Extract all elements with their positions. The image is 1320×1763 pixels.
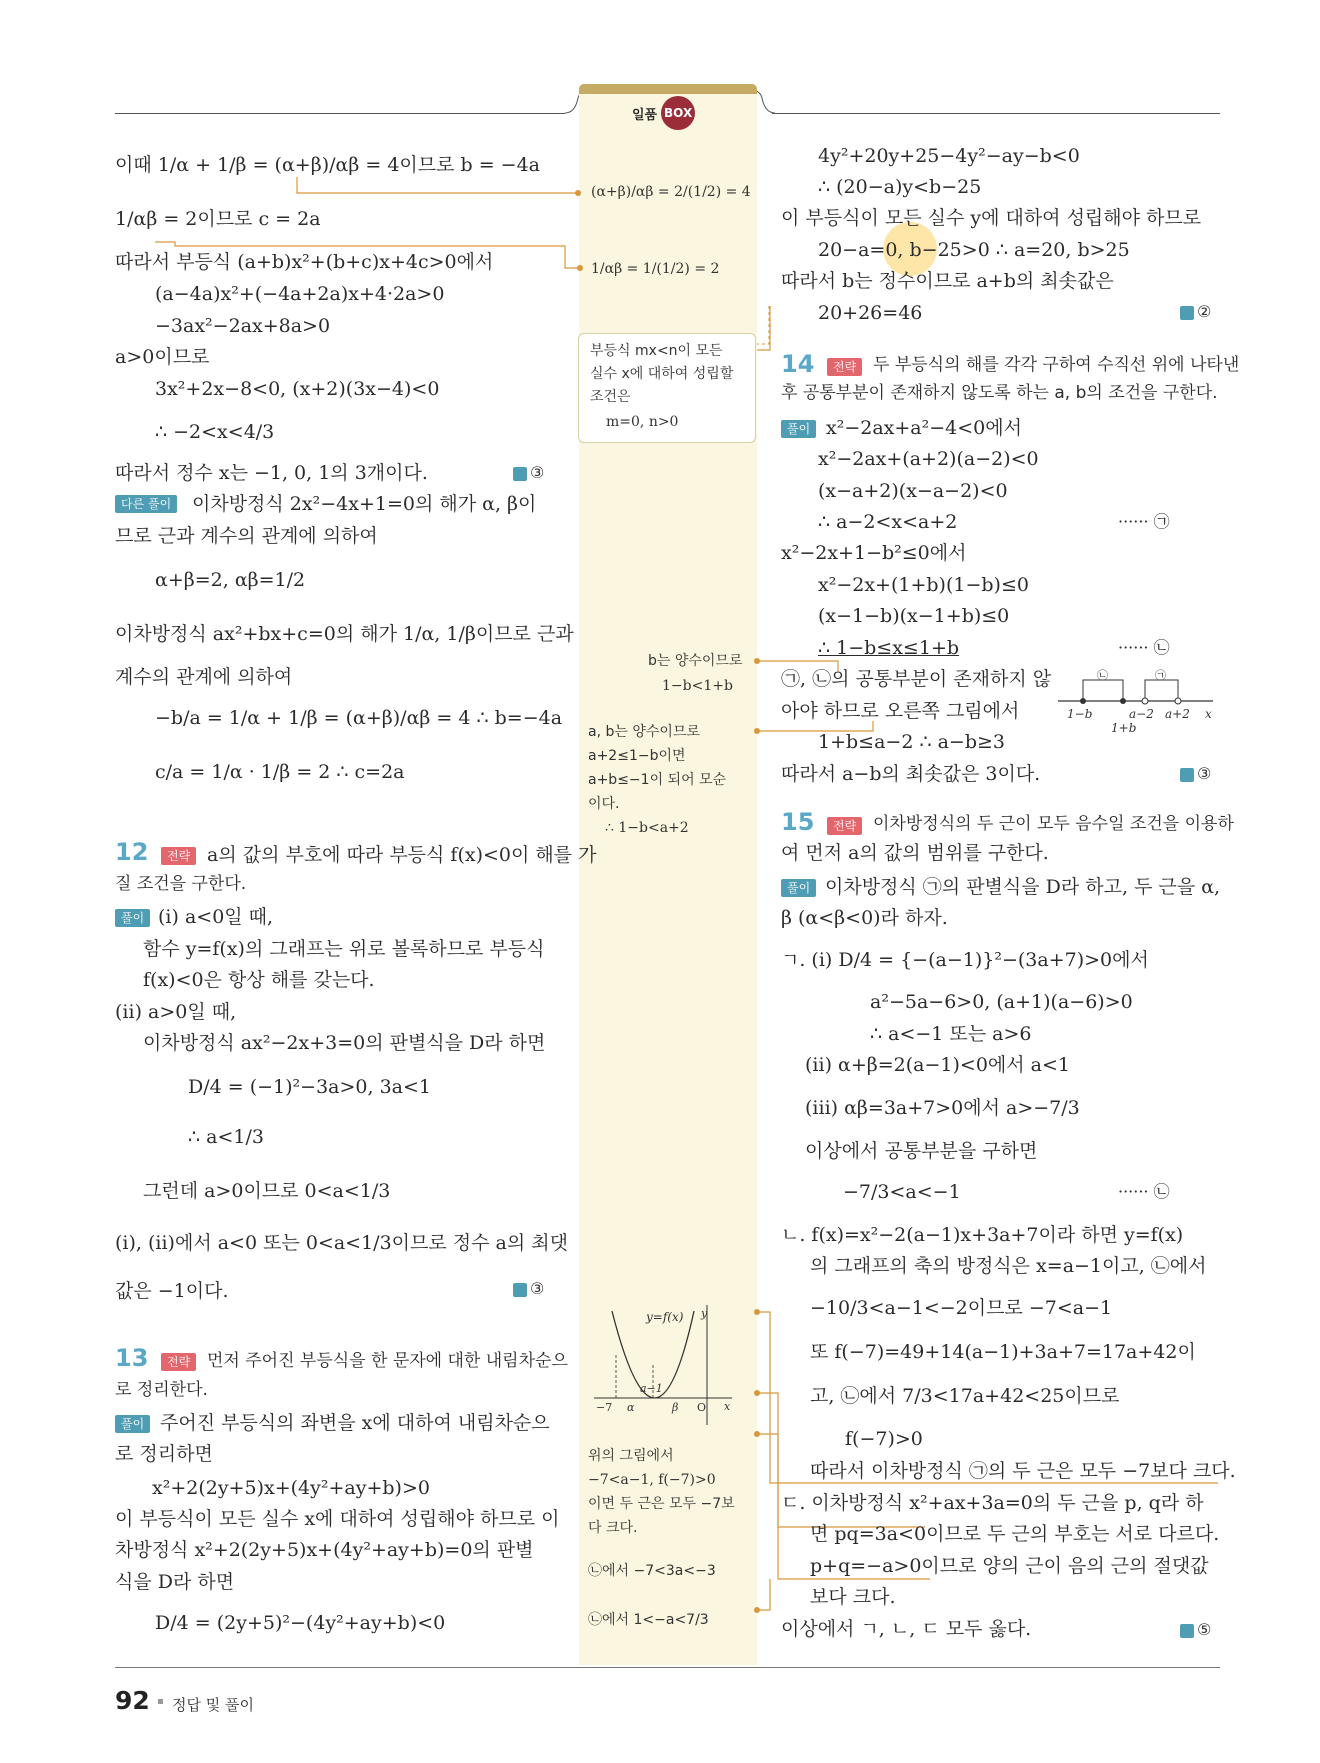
- footer-dot: [158, 1699, 163, 1704]
- left-line: D/4 = (2y+5)²−(4y²+ay+b)<0: [155, 1612, 446, 1634]
- numline-mark-2: ㉠: [1155, 669, 1166, 682]
- right-line: 의 그래프의 축의 방정식은 x=a−1이고, ㉡에서: [810, 1255, 1207, 1277]
- side-note: 부등식 mx<n이 모든: [590, 343, 723, 359]
- side-note: ㉡에서 −7<3a<−3: [588, 1563, 716, 1579]
- graph-y-label: y: [701, 1307, 708, 1320]
- side-note: a+2≤1−b이면: [588, 748, 686, 764]
- left-line: 주어진 부등식의 좌변을 x에 대하여 내림차순으: [160, 1412, 550, 1434]
- left-line: 따라서 정수 x는 −1, 0, 1의 3개이다.: [115, 462, 428, 484]
- right-line: ㉠, ㉡의 공통부분이 존재하지 않: [781, 668, 1052, 690]
- right-line: 고, ㉡에서 7/3<17a+42<25이므로: [810, 1385, 1120, 1407]
- answer-13: ②: [1180, 302, 1211, 321]
- equation-mark-3: ······ ㉡: [1118, 1182, 1170, 1201]
- solution-badge-15: 풀이: [781, 877, 816, 897]
- numline-label-1: 1−b: [1067, 707, 1093, 721]
- box-title: 일품 BOX: [632, 96, 695, 130]
- graph-alpha-label: α: [627, 1401, 635, 1414]
- left-line: 이차방정식 ax²−2x+3=0의 판별식을 D라 하면: [143, 1032, 546, 1054]
- left-line: D/4 = (−1)²−3a>0, 3a<1: [188, 1076, 432, 1098]
- left-line: ∴ −2<x<4/3: [155, 421, 275, 443]
- left-line: 계수의 관계에 의하여: [115, 666, 293, 688]
- right-line: (iii) αβ=3a+7>0에서 a>−7/3: [805, 1097, 1080, 1119]
- right-line: ㄷ. 이차방정식 x²+ax+3a=0의 두 근을 p, q라 하: [781, 1492, 1204, 1514]
- right-line: 후 공통부분이 존재하지 않도록 하는 a, b의 조건을 구한다.: [781, 383, 1218, 403]
- left-line: (a−4a)x²+(−4a+2a)x+4·2a>0: [155, 283, 445, 305]
- solution-badge-13: 풀이: [115, 1413, 150, 1433]
- right-line: 이차방정식 ㉠의 판별식을 D라 하고, 두 근을 α,: [825, 876, 1221, 898]
- answer-14: ③: [1180, 764, 1211, 783]
- right-line: 여 먼저 a의 값의 범위를 구한다.: [781, 842, 1049, 864]
- graph-curve-label: y=f(x): [646, 1310, 684, 1324]
- left-line: a의 값의 부호에 따라 부등식 f(x)<0이 해를 가: [207, 844, 597, 866]
- page-number: 92: [115, 1686, 150, 1715]
- left-line: 로 정리하면: [115, 1443, 213, 1465]
- left-line: −b/a = 1/α + 1/β = (α+β)/αβ = 4 ∴ b=−4a: [155, 707, 563, 729]
- right-line: 아야 하므로 오른쪽 그림에서: [781, 700, 1020, 722]
- right-line: x²−2x+1−b²≤0에서: [781, 542, 967, 564]
- right-line: 1+b≤a−2 ∴ a−b≥3: [818, 731, 1006, 753]
- left-line: 이 부등식이 모든 실수 x에 대하여 성립해야 하므로 이: [115, 1508, 560, 1530]
- right-line: 따라서 b는 정수이므로 a+b의 최솟값은: [781, 270, 1114, 292]
- right-line: 이차방정식의 두 근이 모두 음수일 조건을 이용하: [873, 814, 1234, 834]
- left-line: ∴ a<1/3: [188, 1126, 264, 1148]
- left-line: 로 정리한다.: [115, 1380, 208, 1400]
- side-note: 실수 x에 대하여 성립할: [590, 366, 734, 382]
- side-note: 다 크다.: [588, 1520, 638, 1536]
- left-line: (i) a<0일 때,: [158, 906, 274, 928]
- right-line: 4y²+20y+25−4y²−ay−b<0: [818, 145, 1080, 167]
- left-line: 그런데 a>0이므로 0<a<1/3: [143, 1180, 391, 1202]
- left-line: −3ax²−2ax+8a>0: [155, 315, 331, 337]
- right-line: ㄱ. (i) D/4 = {−(a−1)}²−(3a+7)>0에서: [781, 949, 1149, 971]
- strategy-badge-15: 전략: [827, 815, 862, 835]
- right-line: p+q=−a>0이므로 양의 근이 음의 근의 절댓값: [810, 1555, 1209, 1577]
- left-line: 함수 y=f(x)의 그래프는 위로 볼록하므로 부등식: [143, 938, 545, 960]
- number-line-diagram: [1053, 668, 1223, 738]
- left-line: α+β=2, αβ=1/2: [155, 569, 306, 591]
- side-note: 이면 두 근은 모두 −7보: [588, 1496, 735, 1512]
- left-line: 값은 −1이다.: [115, 1280, 229, 1302]
- side-note: 1/αβ = 1/(1/2) = 2: [591, 261, 720, 277]
- right-line: x²−2x+(1+b)(1−b)≤0: [818, 574, 1029, 596]
- equation-mark-2: ······ ㉡: [1118, 638, 1170, 657]
- right-line: (x−1−b)(x−1+b)≤0: [818, 605, 1010, 627]
- answer-12: ③: [513, 1279, 544, 1298]
- side-note: 위의 그림에서: [588, 1448, 674, 1464]
- alt-solution-badge: 다른 풀이: [115, 493, 177, 513]
- equation-mark-1: ······ ㉠: [1118, 512, 1170, 531]
- strategy-badge-12: 전략: [161, 845, 196, 865]
- right-line: ㄴ. f(x)=x²−2(a−1)x+3a+7이라 하면 y=f(x): [781, 1224, 1184, 1246]
- left-line: 므로 근과 계수의 관계에 의하여: [115, 525, 378, 547]
- side-note: ㉡에서 1<−a<7/3: [588, 1612, 709, 1628]
- footer-rule: [115, 1667, 1220, 1668]
- side-note: (α+β)/αβ = 2/(1/2) = 4: [591, 184, 751, 200]
- numline-mark-1: ㉡: [1097, 669, 1108, 682]
- answer-11: ③: [513, 463, 544, 482]
- problem-number-14: 14: [781, 350, 815, 378]
- graph-x-label: x: [724, 1400, 731, 1413]
- right-line: −7/3<a<−1: [843, 1181, 961, 1203]
- right-line: −10/3<a−1<−2이므로 −7<a−1: [810, 1297, 1113, 1319]
- left-line: (ii) a>0일 때,: [115, 1001, 237, 1023]
- right-line: 면 pq=3a<0이므로 두 근의 부호는 서로 다르다.: [810, 1523, 1220, 1545]
- left-line: f(x)<0은 항상 해를 갖는다.: [143, 969, 375, 991]
- left-line: c/a = 1/α · 1/β = 2 ∴ c=2a: [155, 761, 405, 783]
- strategy-badge-13: 전략: [161, 1351, 196, 1371]
- right-line: x²−2ax+(a+2)(a−2)<0: [818, 448, 1039, 470]
- side-note: 이다.: [588, 796, 620, 812]
- numline-label-4: a+2: [1165, 707, 1190, 721]
- right-line: x²−2ax+a²−4<0에서: [826, 417, 1022, 439]
- graph-axis-label: a−1: [640, 1382, 663, 1395]
- right-line: 또 f(−7)=49+14(a−1)+3a+7=17a+42이: [810, 1341, 1196, 1363]
- right-line: 20−a=0, b−25>0 ∴ a=20, b>25: [818, 239, 1130, 261]
- right-line: 이 부등식이 모든 실수 y에 대하여 성립해야 하므로: [781, 207, 1202, 229]
- side-note: 조건은: [590, 389, 631, 405]
- right-line: a²−5a−6>0, (a+1)(a−6)>0: [870, 991, 1133, 1013]
- left-line: 이차방정식 ax²+bx+c=0의 해가 1/α, 1/β이므로 근과: [115, 623, 574, 645]
- right-line: ∴ a<−1 또는 a>6: [870, 1023, 1032, 1045]
- problem-number-13: 13: [115, 1344, 149, 1372]
- side-note: −7<a−1, f(−7)>0: [588, 1472, 716, 1488]
- side-note: m=0, n>0: [606, 414, 679, 430]
- left-line: a>0이므로: [115, 346, 210, 368]
- left-line: (i), (ii)에서 a<0 또는 0<a<1/3이므로 정수 a의 최댓: [115, 1232, 568, 1254]
- right-line: 이상에서 ㄱ, ㄴ, ㄷ 모두 옳다.: [781, 1618, 1032, 1640]
- side-note: a+b≤−1이 되어 모순: [588, 772, 727, 788]
- solution-badge-14: 풀이: [781, 418, 816, 438]
- right-line: (ii) α+β=2(a−1)<0에서 a<1: [805, 1054, 1071, 1076]
- graph-beta-label: β: [672, 1401, 679, 1414]
- side-note: b는 양수이므로: [648, 653, 743, 669]
- left-line: 식을 D라 하면: [115, 1571, 235, 1593]
- right-line: ∴ (20−a)y<b−25: [818, 176, 982, 198]
- right-line: 따라서 a−b의 최솟값은 3이다.: [781, 763, 1041, 785]
- graph-tick-minus7: −7: [596, 1401, 613, 1414]
- right-line: 두 부등식의 해를 각각 구하여 수직선 위에 나타낸: [873, 355, 1240, 375]
- numline-label-2: 1+b: [1111, 721, 1137, 735]
- footer-title: 정답 및 풀이: [172, 1696, 254, 1714]
- box-badge: BOX: [661, 96, 695, 130]
- right-line: f(−7)>0: [845, 1428, 923, 1450]
- problem-number-12: 12: [115, 838, 149, 866]
- numline-x-label: x: [1205, 707, 1212, 721]
- left-line: 3x²+2x−8<0, (x+2)(3x−4)<0: [155, 378, 440, 400]
- right-line: β (α<β<0)라 하자.: [781, 907, 948, 929]
- answer-15: ⑤: [1180, 1620, 1211, 1639]
- left-line: 이때 1/α + 1/β = (α+β)/αβ = 4이므로 b = −4a: [115, 154, 541, 176]
- problem-number-15: 15: [781, 808, 815, 836]
- numline-label-3: a−2: [1129, 707, 1154, 721]
- graph-origin-label: O: [697, 1401, 707, 1414]
- right-line: 따라서 이차방정식 ㉠의 두 근은 모두 −7보다 크다.: [810, 1460, 1236, 1482]
- solution-badge-12: 풀이: [115, 907, 150, 927]
- side-note: a, b는 양수이므로: [588, 724, 700, 740]
- left-line: 이차방정식 2x²−4x+1=0의 해가 α, β이: [192, 493, 537, 515]
- left-line: 따라서 부등식 (a+b)x²+(b+c)x+4c>0에서: [115, 251, 494, 273]
- side-note: 1−b<1+b: [662, 678, 733, 694]
- side-note: ∴ 1−b<a+2: [605, 820, 689, 836]
- right-line: 20+26=46: [818, 302, 923, 324]
- right-line: 보다 크다.: [810, 1586, 896, 1608]
- left-line: 먼저 주어진 부등식을 한 문자에 대한 내림차순으: [207, 1351, 568, 1371]
- right-line: ∴ 1−b≤x≤1+b: [818, 637, 960, 659]
- left-line: x²+2(2y+5)x+(4y²+ay+b)>0: [152, 1477, 430, 1499]
- left-line: 1/αβ = 2이므로 c = 2a: [115, 208, 321, 230]
- strategy-badge-14: 전략: [827, 356, 862, 376]
- right-line: ∴ a−2<x<a+2: [818, 511, 958, 533]
- right-line: (x−a+2)(x−a−2)<0: [818, 480, 1008, 502]
- left-line: 차방정식 x²+2(2y+5)x+(4y²+ay+b)=0의 판별: [115, 1539, 534, 1561]
- left-line: 질 조건을 구한다.: [115, 874, 247, 894]
- right-line: 이상에서 공통부분을 구하면: [805, 1140, 1038, 1162]
